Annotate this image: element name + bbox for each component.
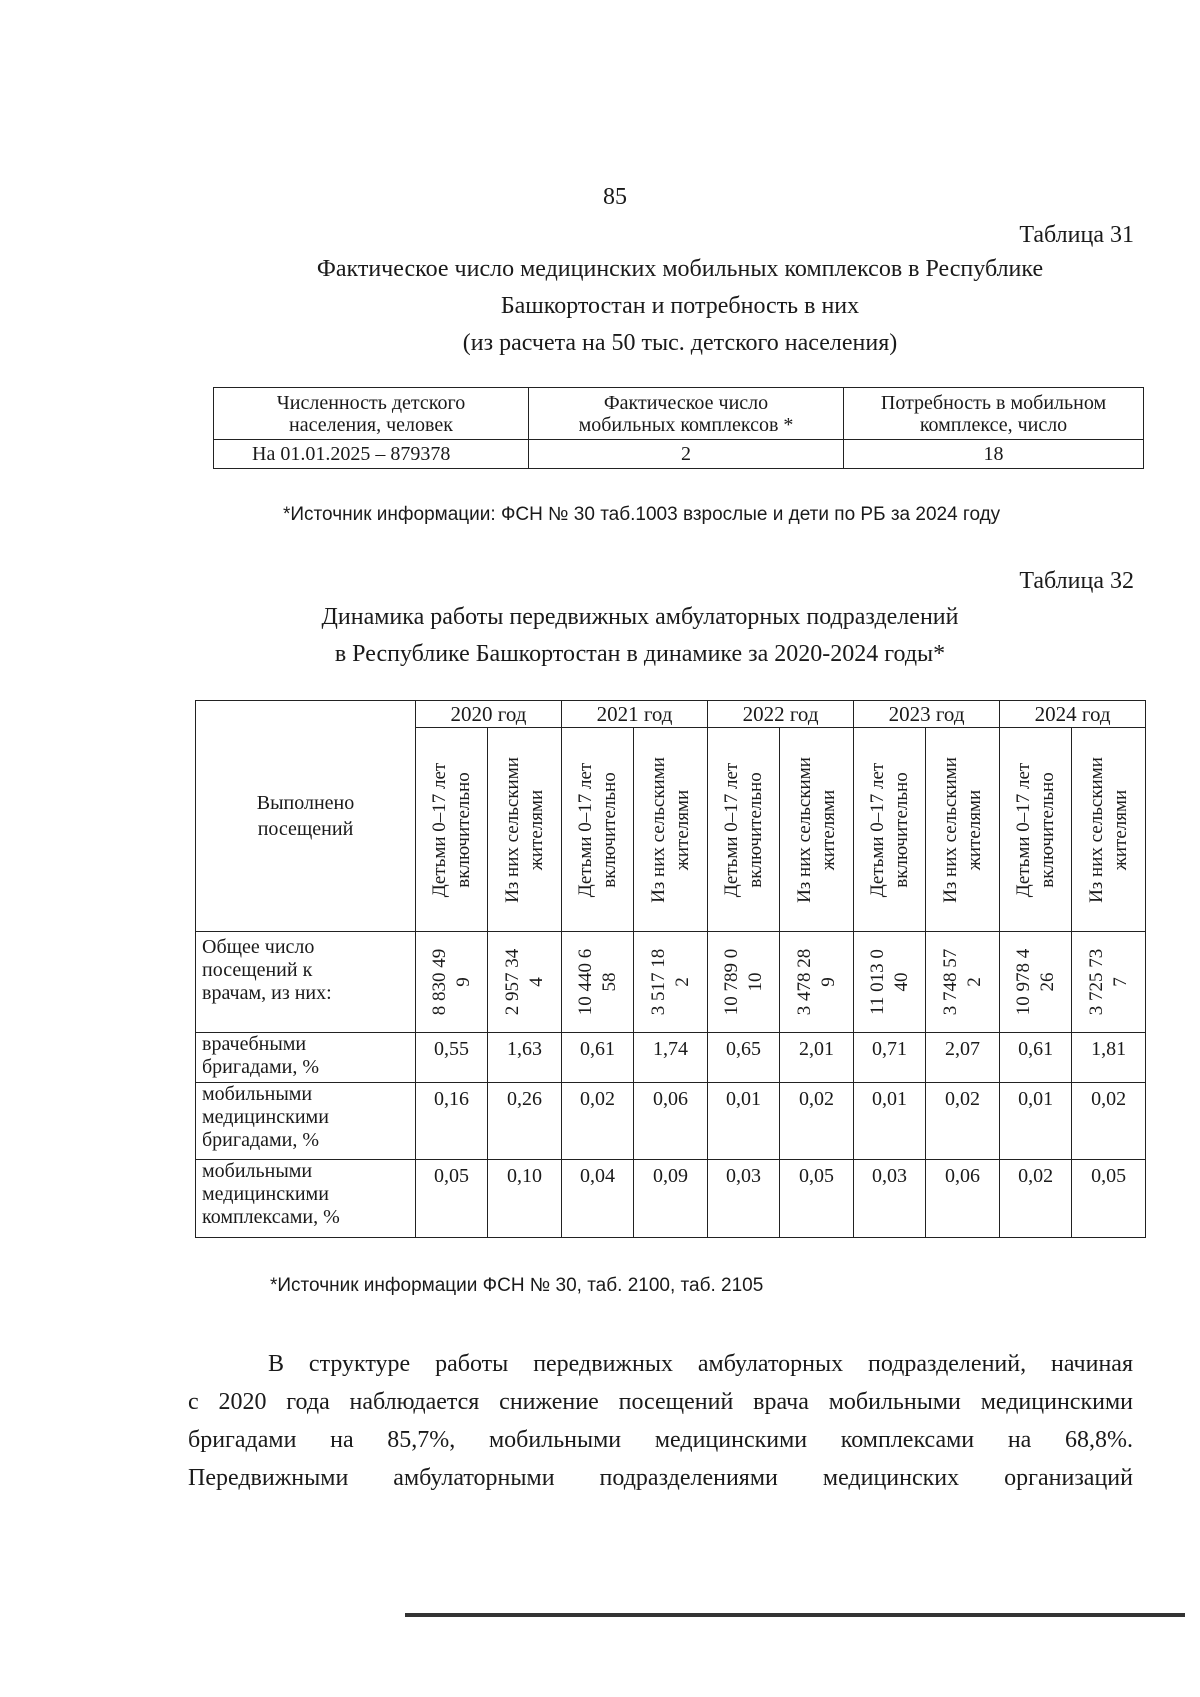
year-header: 2020 год — [416, 701, 562, 728]
year-header: 2021 год — [562, 701, 708, 728]
table32-cell: 0,02 — [1072, 1083, 1146, 1160]
table31-header-cell — [844, 388, 1144, 440]
table32-cell: 1,81 — [1072, 1033, 1146, 1083]
table32-cell: 0,04 — [562, 1160, 634, 1238]
subheader-children: Детьми 0–17 лет включительно — [416, 728, 488, 932]
row-label: Общее число посещений к врачам, из них: — [196, 932, 416, 1033]
subheader-children: Детьми 0–17 лет включительно — [1000, 728, 1072, 932]
table32-cell: 1,63 — [488, 1033, 562, 1083]
subheader-children: Детьми 0–17 лет включительно — [562, 728, 634, 932]
table32-row-doctor-brigades — [196, 1033, 1146, 1083]
table32-cell: 0,06 — [926, 1160, 1000, 1238]
table31-title — [120, 251, 1200, 362]
header-line: мобильных комплексов * — [578, 413, 794, 436]
table32-cell: 0,16 — [416, 1083, 488, 1160]
subheader-children: Детьми 0–17 лет включительно — [854, 728, 926, 932]
table32-cell: 0,09 — [634, 1160, 708, 1238]
table32-title — [80, 599, 1200, 673]
bottom-rule — [405, 1613, 1185, 1617]
table32-cell: 0,61 — [1000, 1033, 1072, 1083]
body-paragraph — [188, 1345, 1133, 1497]
subheader-rural: Из них сельскими жителями — [926, 728, 1000, 932]
subheader-rural: Из них сельскими жителями — [1072, 728, 1146, 932]
table32-cell: 10 789 0 10 — [708, 932, 780, 1033]
table32-corner-header — [196, 701, 416, 932]
table31 — [213, 387, 1144, 469]
table32-cell: 3 517 18 2 — [634, 932, 708, 1033]
year-header: 2023 год — [854, 701, 1000, 728]
table32-cell: 0,61 — [562, 1033, 634, 1083]
corner-line: Выполнено — [256, 792, 355, 814]
table32-cell: 0,05 — [780, 1160, 854, 1238]
table31-header-cell — [214, 388, 529, 440]
table32-cell: 0,01 — [1000, 1083, 1072, 1160]
table32-row-mobile-brigades — [196, 1083, 1146, 1160]
table32-cell: 0,05 — [416, 1160, 488, 1238]
year-header: 2022 год — [708, 701, 854, 728]
body-line: Передвижными амбулаторными подразделениями медицинских организаций — [188, 1465, 1133, 1491]
row-label: врачебными бригадами, % — [196, 1033, 416, 1083]
table32-cell: 2,07 — [926, 1033, 1000, 1083]
body-line: В структуре работы передвижных амбулаторных подразделений, начиная — [268, 1351, 1133, 1377]
table32-cell: 2 957 34 4 — [488, 932, 562, 1033]
table32-cell: 8 830 49 9 — [416, 932, 488, 1033]
table32-cell: 2,01 — [780, 1033, 854, 1083]
header-line: комплексе, число — [919, 413, 1068, 436]
subheader-rural: Из них сельскими жителями — [780, 728, 854, 932]
table32-cell: 11 013 0 40 — [854, 932, 926, 1033]
header-line: населения, человек — [289, 413, 453, 436]
table32-cell: 0,02 — [1000, 1160, 1072, 1238]
table31-cell: 18 — [844, 440, 1144, 469]
table31-title-line: (из расчета на 50 тыс. детского населения) — [462, 330, 898, 356]
table31-header-row — [214, 388, 1144, 440]
table32-cell: 10 440 6 58 — [562, 932, 634, 1033]
table32-title-line: в Республике Башкортостан в динамике за 2020-2024 годы* — [334, 641, 946, 667]
table32-cell: 0,10 — [488, 1160, 562, 1238]
table32-cell: 3 725 73 7 — [1072, 932, 1146, 1033]
row-label: мобильными медицинскими бригадами, % — [196, 1083, 416, 1160]
table32-year-row — [196, 701, 1146, 728]
table32-cell: 10 978 4 26 — [1000, 932, 1072, 1033]
table32-cell: 0,02 — [780, 1083, 854, 1160]
table32-cell: 3 478 28 9 — [780, 932, 854, 1033]
header-line: Потребность в мобильном — [880, 391, 1107, 414]
table31-title-line: Фактическое число медицинских мобильных комплексов в Республике — [316, 256, 1044, 282]
table32-cell: 0,03 — [708, 1160, 780, 1238]
body-line: бригадами на 85,7%, мобильными медицинскими комплексами на 68,8%. — [188, 1427, 1133, 1453]
table32-cell: 0,02 — [926, 1083, 1000, 1160]
table31-title-line: Башкортостан и потребность в них — [500, 293, 860, 319]
table31-source-note: *Источник информации: ФСН № 30 таб.1003 взрослые и дети по РБ за 2024 году — [283, 504, 1001, 525]
table32-cell: 0,65 — [708, 1033, 780, 1083]
year-header: 2024 год — [1000, 701, 1146, 728]
table32-source-note: *Источник информации ФСН № 30, таб. 2100, таб. 2105 — [270, 1275, 764, 1296]
table32-cell: 0,01 — [708, 1083, 780, 1160]
corner-line: посещений — [257, 818, 354, 840]
table31-label: Таблица 31 — [1019, 222, 1134, 248]
table32-cell: 0,03 — [854, 1160, 926, 1238]
row-label: мобильными медицинскими комплексами, % — [196, 1160, 416, 1238]
table31-cell: 2 — [529, 440, 844, 469]
table32 — [195, 700, 1146, 1238]
table31-data-row — [214, 440, 1144, 469]
subheader-rural: Из них сельскими жителями — [488, 728, 562, 932]
table32-cell: 1,74 — [634, 1033, 708, 1083]
body-line: с 2020 года наблюдается снижение посещений врача мобильными медицинскими — [188, 1389, 1133, 1415]
table32-row-mobile-complexes — [196, 1160, 1146, 1238]
table32-cell: 0,05 — [1072, 1160, 1146, 1238]
table32-title-line: Динамика работы передвижных амбулаторных подразделений — [321, 604, 959, 630]
table31-header-cell — [529, 388, 844, 440]
table32-cell: 0,01 — [854, 1083, 926, 1160]
page-number: 85 — [603, 184, 627, 210]
table32-cell: 0,26 — [488, 1083, 562, 1160]
table32-cell: 0,06 — [634, 1083, 708, 1160]
table31-cell: На 01.01.2025 – 879378 — [214, 440, 529, 469]
subheader-children: Детьми 0–17 лет включительно — [708, 728, 780, 932]
header-line: Численность детского — [276, 391, 466, 414]
header-line: Фактическое число — [603, 391, 769, 414]
table32-cell: 0,71 — [854, 1033, 926, 1083]
table32-cell: 0,55 — [416, 1033, 488, 1083]
table32-cell: 0,02 — [562, 1083, 634, 1160]
table32-row-total-visits — [196, 932, 1146, 1033]
table32-cell: 3 748 57 2 — [926, 932, 1000, 1033]
subheader-rural: Из них сельскими жителями — [634, 728, 708, 932]
table32-label: Таблица 32 — [1019, 568, 1134, 594]
